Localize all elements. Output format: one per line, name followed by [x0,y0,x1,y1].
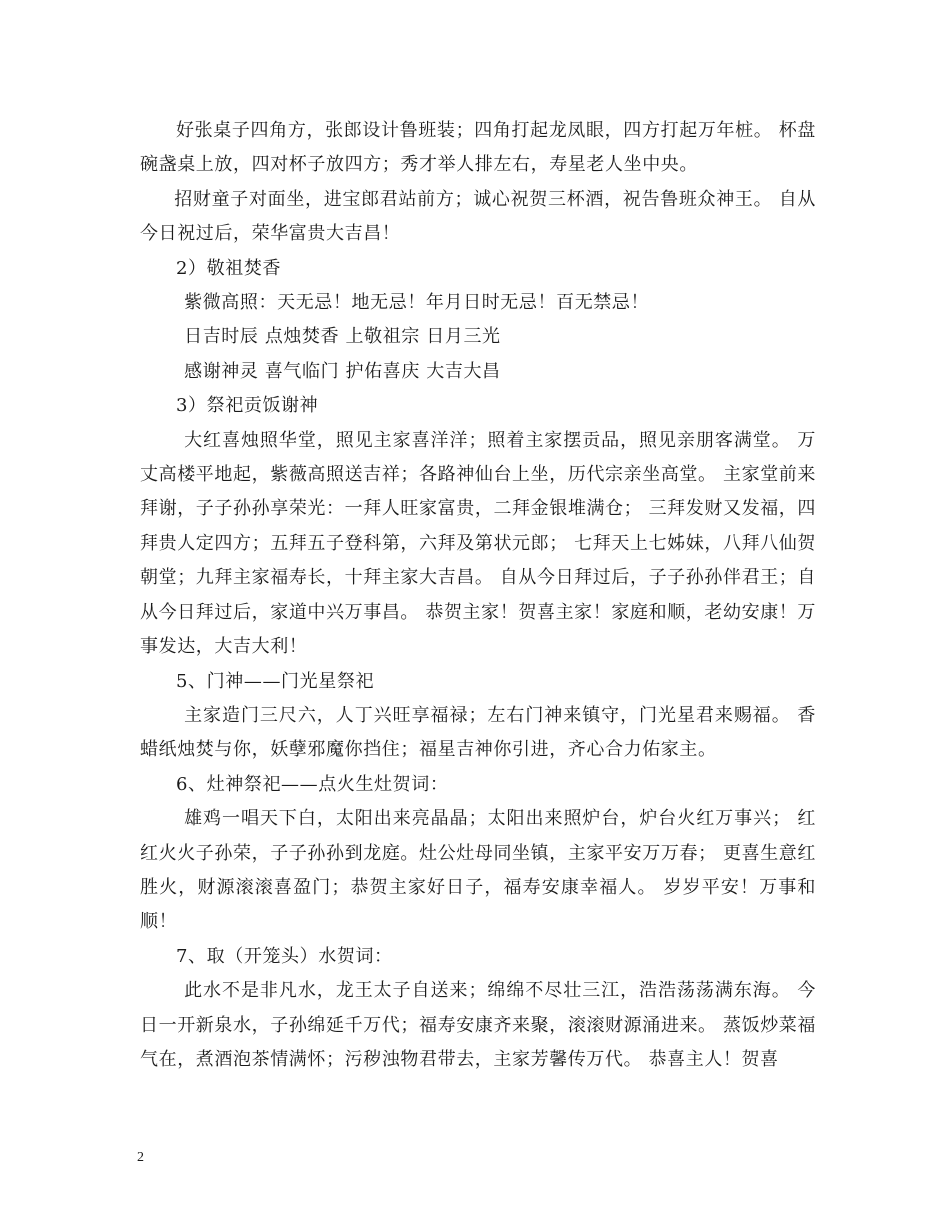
paragraph-ziwei-blessing: 紫微高照：天无忌！地无忌！年月日时无忌！百无禁忌！ [184,292,650,314]
paragraph-auspicious-hour: 日吉时辰 点烛焚香 上敬祖宗 日月三光 [184,326,501,348]
section-heading-offering-rice: 3）祭祀贡饭谢神 [176,395,319,417]
paragraph-door-blessing: 主家造门三尺六，人丁兴旺享福禄；左右门神来镇守，门光星君来赐福。 香蜡纸烛焚与你，妖孽邪魔你挡住；福星吉神你引进，齐心合力佑家主。 [140,704,816,761]
paragraph-thank-gods: 感谢神灵 喜气临门 护佑喜庆 大吉大昌 [184,360,501,382]
section-heading-ancestor-incense: 2）敬祖焚香 [176,257,282,279]
page-number: 2 [137,1150,144,1165]
paragraph-table-blessing: 好张桌子四角方，张郎设计鲁班装；四角打起龙凤眼，四方打起万年桩。 杯盘碗盏桌上放，四对杯子放四方；秀才举人排左右，寿星老人坐中央。 [140,120,816,176]
section-heading-door-god: 5、门神——门光星祭祀 [176,670,375,692]
section-heading-water-blessing: 7、取（开笼头）水贺词： [176,945,393,967]
paragraph-treasure-boy: 招财童子对面坐，进宝郎君站前方；诚心祝贺三杯酒，祝告鲁班众神王。 自从今日祝过后，荣华富贵大吉昌！ [140,188,816,245]
paragraph-water-blessing: 此水不是非凡水，龙王太子自送来；绵绵不尽壮三江，浩浩荡荡满东海。 今日一开新泉水，子孙绵延千万代；福寿安康齐来聚，滚滚财源涌进来。 蒸饭炒菜福气在，煮酒泡茶情满怀；污秽浊物君带去，主家芳馨传万代。 恭喜主人！贺喜 [140,980,816,1070]
paragraph-rooster-dawn: 雄鸡一唱天下白，太阳出来亮晶晶；太阳出来照炉台，炉台火红万事兴； 红红火火子孙荣，子子孙孙到龙庭。灶公灶母同坐镇，主家平安万万春； 更喜生意红胜火，财源滚滚喜盈门；恭贺主家好日子，福寿安康幸福人。 岁岁平安！万事和顺！ [140,808,816,933]
paragraph-red-candles: 大红喜烛照华堂，照见主家喜洋洋；照着主家摆贡品，照见亲朋客满堂。 万丈高楼平地起，紫薇高照送吉祥；各路神仙台上坐，历代宗亲坐高堂。 主家堂前来拜谢，子子孙孙享荣光：一拜人旺家富贵，二拜金银堆满仓； 三拜发财又发福，四拜贵人定四方；五拜五子登科第，六拜及第状元郎； 七拜天上七姊妹，八拜八仙贺朝堂；九拜主家福寿长，十拜主家大吉昌。 自从今日拜过后，子子孙孙伴君王；自从今日拜过后，家道中兴万事昌。 恭贺主家！贺喜主家！家庭和顺，老幼安康！万事发达，大吉大利！ [140,429,816,658]
document-body [140,114,816,1077]
section-heading-stove-god: 6、灶神祭祀——点火生灶贺词： [176,773,449,795]
